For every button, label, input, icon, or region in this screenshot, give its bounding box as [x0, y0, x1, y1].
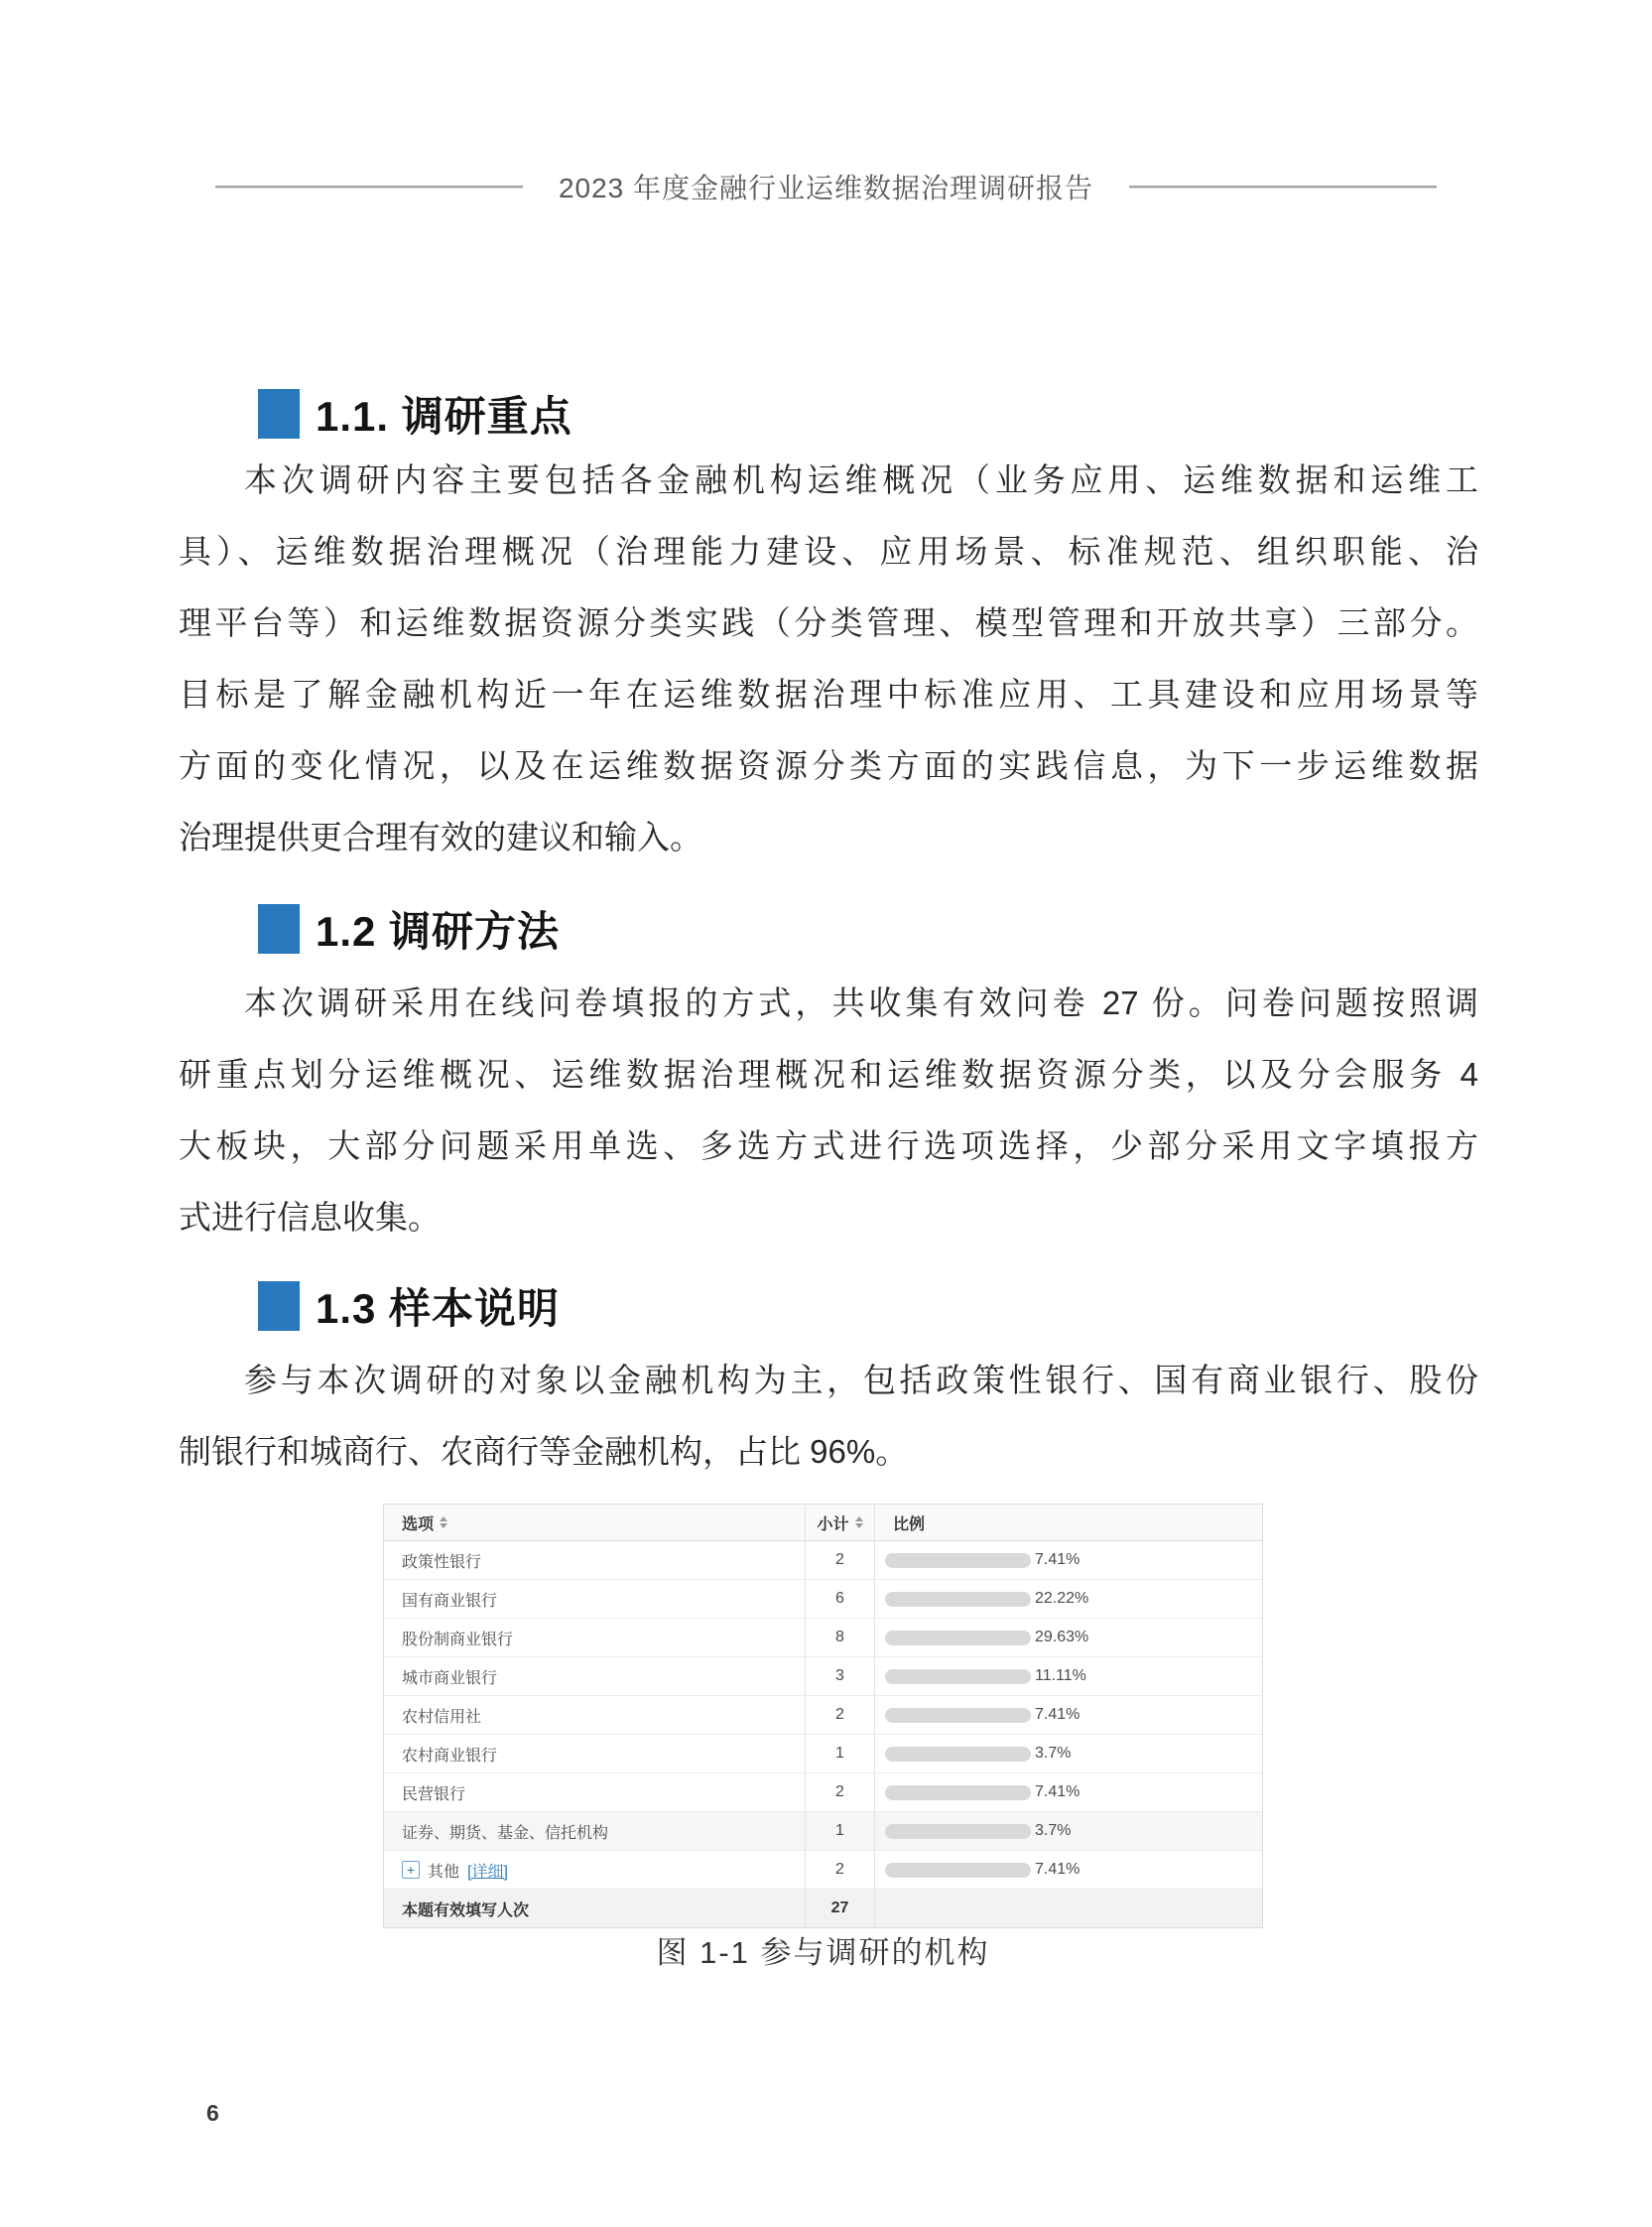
heading-bullet-square [258, 904, 300, 954]
row-percent: 7.41% [1035, 1783, 1080, 1800]
column-header-subtotal [805, 1505, 874, 1540]
option-cell [384, 1735, 805, 1772]
row-percent: 22.22% [1035, 1590, 1089, 1607]
ratio-cell [874, 1851, 1262, 1889]
table-body [384, 1541, 1262, 1890]
table-row [384, 1851, 1262, 1890]
percent-bar [885, 1747, 1031, 1762]
table-row [384, 1619, 1262, 1657]
percent-bar [885, 1669, 1031, 1684]
section-title: 1.1. 调研重点 [316, 393, 572, 440]
ratio-cell [874, 1773, 1262, 1811]
column-header-label: 小计 [817, 1515, 849, 1533]
option-cell [384, 1657, 805, 1695]
option-cell [384, 1541, 805, 1579]
table-row [384, 1812, 1262, 1851]
option-cell [384, 1696, 805, 1734]
footer-count: 27 [805, 1890, 874, 1927]
ratio-cell [874, 1735, 1262, 1772]
paragraph-line: 研重点划分运维概况、运维数据治理概况和运维数据资源分类，以及分会服务 4 [179, 1056, 1478, 1093]
table-header-row [384, 1505, 1262, 1541]
row-label: 其他 [428, 1863, 460, 1881]
percent-bar [885, 1785, 1031, 1800]
column-header-ratio [874, 1505, 1262, 1540]
footer-label: 本题有效填写人次 [402, 1901, 530, 1919]
paragraph-line: 治理提供更合理有效的建议和输入。 [179, 819, 702, 855]
paragraph-line: 目标是了解金融机构近一年在运维数据治理中标准应用、工具建设和应用场景等 [179, 676, 1478, 713]
row-count: 2 [805, 1851, 874, 1889]
header-rule-left [215, 186, 523, 189]
paragraph-line: 本次调研内容主要包括各金融机构运维概况（业务应用、运维数据和运维工 [244, 461, 1478, 498]
paragraph-line: 大板块，大部分问题采用单选、多选方式进行选项选择，少部分采用文字填报方 [179, 1127, 1478, 1164]
row-label: 国有商业银行 [402, 1592, 498, 1610]
row-label: 民营银行 [402, 1785, 466, 1803]
section-paragraph-1-1 [179, 445, 1478, 873]
row-percent: 7.41% [1035, 1861, 1080, 1878]
percent-bar [885, 1708, 1031, 1723]
section-heading-1-2 [258, 903, 560, 955]
row-count: 2 [805, 1541, 874, 1579]
row-percent: 7.41% [1035, 1551, 1080, 1568]
section-heading-1-1 [258, 388, 572, 440]
row-percent: 7.41% [1035, 1706, 1080, 1723]
section-paragraph-1-3 [179, 1345, 1478, 1488]
section-title: 1.3 样本说明 [316, 1285, 561, 1332]
heading-bullet-square [258, 389, 300, 439]
sort-icon[interactable] [855, 1516, 863, 1528]
table-footer-row [384, 1890, 1262, 1927]
survey-results-table [383, 1504, 1263, 1928]
option-cell [384, 1773, 805, 1811]
paragraph-line: 参与本次调研的对象以金融机构为主，包括政策性银行、国有商业银行、股份 [244, 1362, 1478, 1398]
row-label: 农村商业银行 [402, 1747, 498, 1765]
row-percent: 3.7% [1035, 1745, 1072, 1762]
row-percent: 3.7% [1035, 1822, 1072, 1839]
sort-icon[interactable] [440, 1516, 447, 1528]
option-cell [384, 1580, 805, 1618]
document-title: 2023 年度金融行业运维数据治理调研报告 [558, 173, 1094, 203]
row-percent: 29.63% [1035, 1629, 1089, 1645]
option-cell [384, 1812, 805, 1850]
table-row [384, 1541, 1262, 1580]
table-row [384, 1580, 1262, 1619]
paragraph-line: 本次调研采用在线问卷填报的方式，共收集有效问卷 27 份。问卷问题按照调 [244, 984, 1478, 1021]
row-count: 2 [805, 1696, 874, 1734]
row-count: 8 [805, 1619, 874, 1656]
row-count: 3 [805, 1657, 874, 1695]
row-label: 城市商业银行 [402, 1669, 498, 1687]
ratio-cell [874, 1541, 1262, 1579]
percent-bar [885, 1824, 1031, 1839]
paragraph-line: 式进行信息收集。 [179, 1199, 441, 1236]
row-label: 政策性银行 [402, 1553, 482, 1571]
percent-bar [885, 1553, 1031, 1568]
page-number: 6 [206, 2100, 219, 2126]
ratio-cell [874, 1580, 1262, 1618]
table-row [384, 1696, 1262, 1735]
ratio-cell [874, 1657, 1262, 1695]
row-label: 农村信用社 [402, 1708, 482, 1726]
table-row [384, 1657, 1262, 1696]
percent-bar [885, 1631, 1031, 1645]
column-header-label: 选项 [402, 1515, 435, 1533]
ratio-cell [874, 1696, 1262, 1734]
section-paragraph-1-2 [179, 968, 1478, 1253]
expand-icon[interactable]: + [402, 1861, 420, 1879]
row-count: 1 [805, 1735, 874, 1772]
percent-bar [885, 1863, 1031, 1878]
row-label: 股份制商业银行 [402, 1631, 514, 1648]
ratio-cell [874, 1812, 1262, 1850]
paragraph-line: 具）、运维数据治理概况（治理能力建设、应用场景、标准规范、组织职能、治 [179, 533, 1478, 570]
ratio-cell [874, 1619, 1262, 1656]
table-row [384, 1735, 1262, 1773]
table-row [384, 1773, 1262, 1812]
section-title: 1.2 调研方法 [316, 908, 561, 955]
row-percent: 11.11% [1035, 1667, 1086, 1684]
paragraph-line: 理平台等）和运维数据资源分类实践（分类管理、模型管理和开放共享）三部分。 [179, 604, 1478, 641]
header-rule-right [1129, 186, 1437, 189]
section-heading-1-3 [258, 1280, 560, 1332]
row-count: 6 [805, 1580, 874, 1618]
column-header-label: 比例 [893, 1515, 926, 1533]
option-cell [384, 1851, 805, 1889]
column-header-options [384, 1505, 805, 1540]
row-count: 2 [805, 1773, 874, 1811]
page-header [0, 167, 1652, 206]
paragraph-line: 制银行和城商行、农商行等金融机构，占比 96%。 [179, 1433, 909, 1470]
footer-empty-cell [874, 1890, 1262, 1927]
option-cell [384, 1619, 805, 1656]
row-count: 1 [805, 1812, 874, 1850]
row-label: 证券、期货、基金、信托机构 [402, 1824, 609, 1842]
heading-bullet-square [258, 1281, 300, 1331]
paragraph-line: 方面的变化情况，以及在运维数据资源分类方面的实践信息，为下一步运维数据 [179, 747, 1478, 784]
detail-link[interactable]: [详细] [467, 1863, 508, 1881]
percent-bar [885, 1592, 1031, 1607]
figure-caption: 图 1-1 参与调研的机构 [656, 1935, 990, 1970]
